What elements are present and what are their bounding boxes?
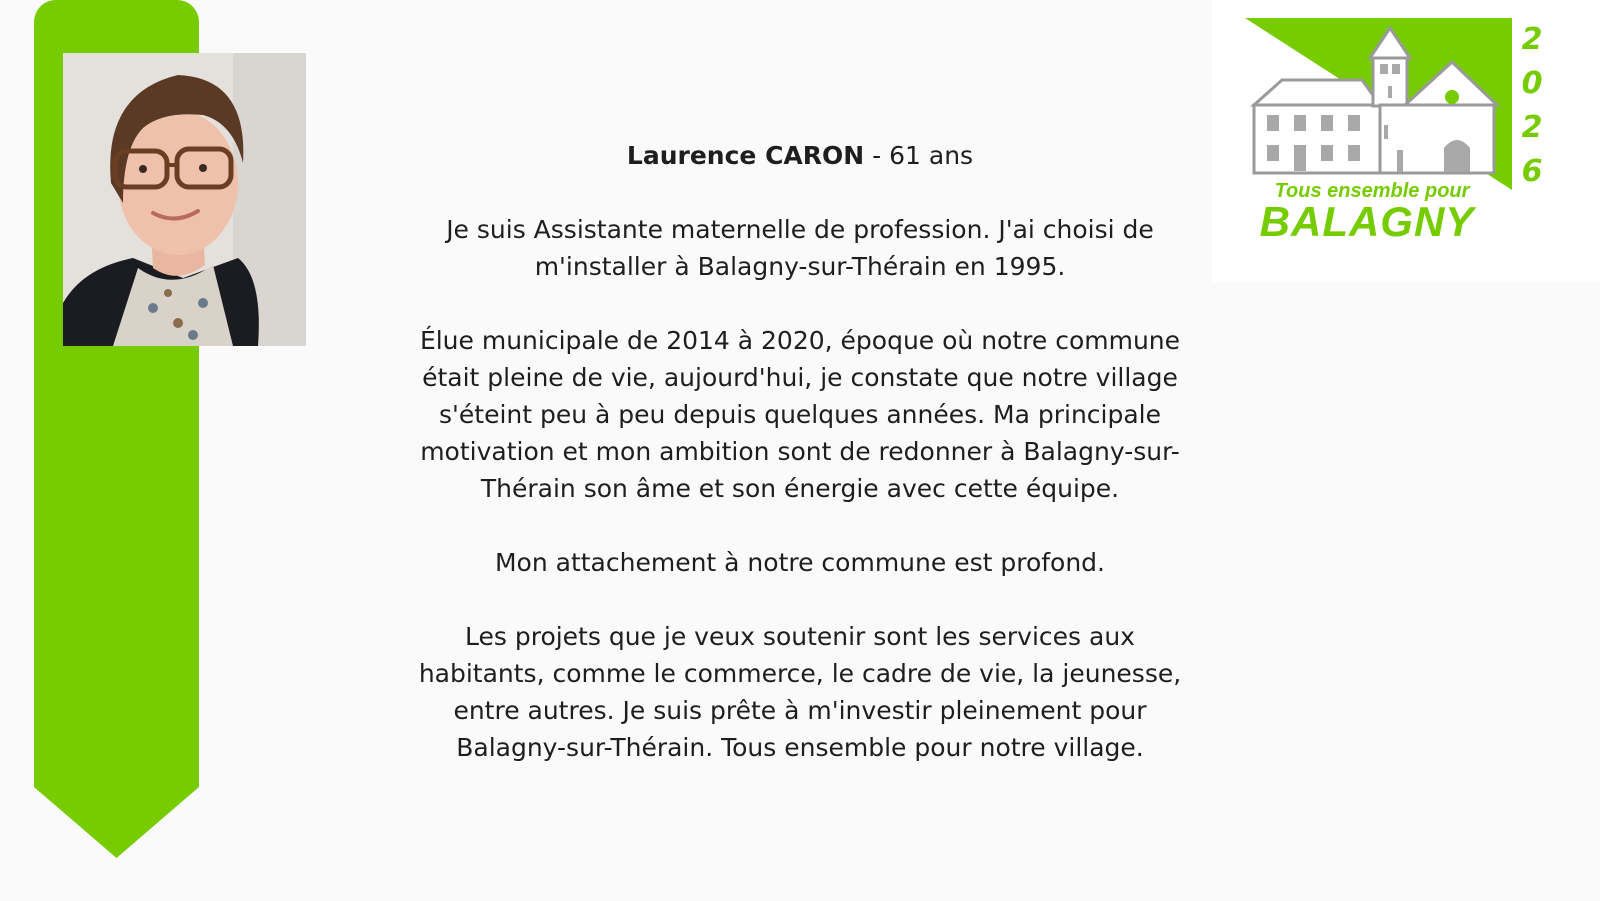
campaign-logo <box>1212 0 1600 282</box>
bio-paragraph-4: Les projets que je veux soutenir sont les services aux habitants, comme le commerce, le cadre de vie, la jeunesse, entre autres. Je suis prête à m'investir pleinement pour Balagny-sur-Thérain. Tous ensemble pour notre village. <box>418 622 1182 762</box>
year-digit: 2 <box>1521 22 1543 57</box>
logo-year <box>1517 18 1547 194</box>
candidate-bio <box>400 137 1200 766</box>
logo-tagline: Tous ensemble pour <box>1274 180 1470 202</box>
logo-town-name: BALAGNY <box>1259 198 1475 245</box>
candidate-name: Laurence CARON <box>626 141 865 170</box>
bio-paragraph-2: Élue municipale de 2014 à 2020, époque où notre commune était pleine de vie, aujourd'hui, je constate que notre village s'éteint peu à peu depuis quelques années. Ma principale motivation et mon ambition sont de redonner à Balagny-sur-Thérain son âme et son énergie avec cette équipe. <box>419 326 1181 503</box>
portrait-illustration <box>63 53 306 346</box>
name-line <box>400 137 1200 174</box>
candidate-age: - 61 ans <box>864 141 974 170</box>
candidate-portrait <box>63 53 306 346</box>
year-digit: 6 <box>1521 154 1543 189</box>
year-digit: 0 <box>1521 66 1543 101</box>
bio-paragraph-1: Je suis Assistante maternelle de profession. J'ai choisi de m'installer à Balagny-sur-Thérain en 1995. <box>446 215 1154 281</box>
year-digit: 2 <box>1521 110 1543 145</box>
bio-paragraph-3: Mon attachement à notre commune est profond. <box>494 548 1106 577</box>
